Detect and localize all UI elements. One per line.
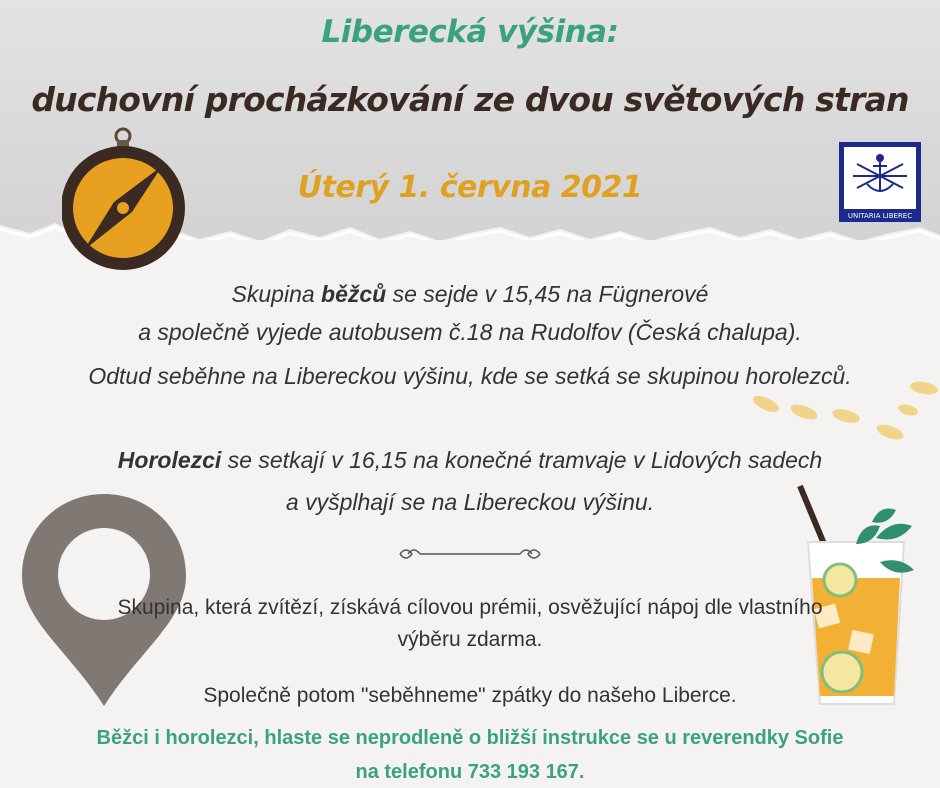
prize-line-1: Skupina, která zvítězí, získává cílovou prémii, osvěžující nápoj dle vlastního — [117, 596, 823, 619]
unitaria-logo — [839, 142, 921, 222]
title-line-2: duchovní procházkování ze dvou světových stran — [31, 80, 909, 119]
runners-line-3: Odtud seběhne na Libereckou výšinu, kde se setká se skupinou horolezců. — [88, 363, 852, 389]
logo-label: UNITARIA LIBEREC — [847, 212, 913, 220]
runners-line-2: a společně vyjede autobusem č.18 na Rudolfov (Česká chalupa). — [138, 319, 802, 345]
contact-line-2: na telefonu 733 193 167. — [355, 761, 585, 783]
prize-line-2: výběru zdarma. — [397, 628, 543, 651]
ornament-divider — [396, 542, 544, 566]
title-line-1: Liberecká výšina: — [321, 14, 619, 50]
climbers-line-2: a vyšplhají se na Libereckou výšinu. — [285, 489, 655, 515]
event-date: Úterý 1. června 2021 — [297, 170, 643, 205]
climbers-line-1: Horolezci se setkají v 16,15 na konečné tramvaje v Lidových sadech — [117, 447, 823, 473]
contact-line-1: Běžci i horolezci, hlaste se neprodleně o bližší instrukce se u reverendky Sofie — [96, 727, 844, 749]
return-text: Společně potom "seběhneme" zpátky do našeho Liberce. — [203, 684, 737, 707]
runners-line-1: Skupina běžců se sejde v 15,45 na Fügnerové — [231, 281, 709, 307]
compass-icon — [62, 122, 198, 272]
